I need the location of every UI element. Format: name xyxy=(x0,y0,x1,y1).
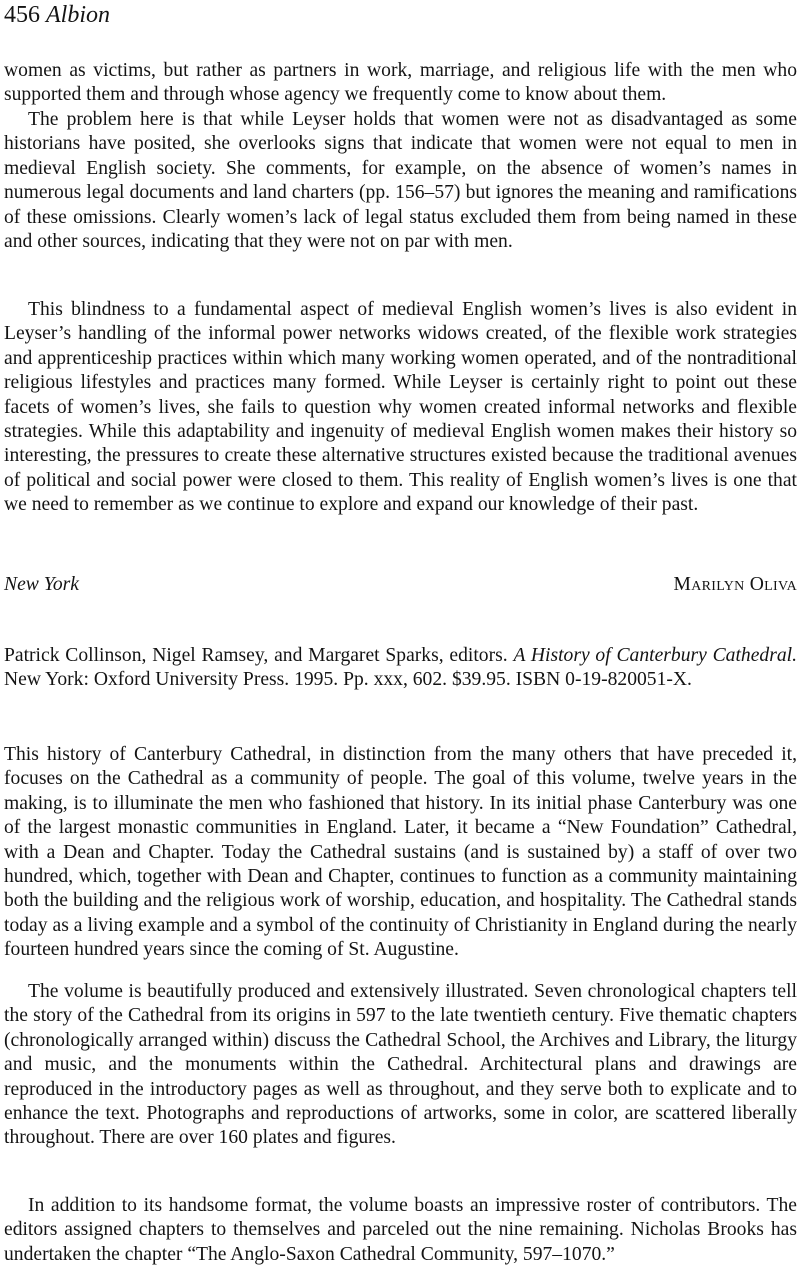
review2-paragraph-2: The volume is beautifully produced and extensively illustrated. Seven chronological chapters tell the story of the Cathedral from its origins in 597 to the late twentieth century. Five thematic chapters (chronologically arranged within) discuss the Cathedral School, the Archives and Library, the liturgy and music, and the monuments within the Cathedral. Architectural plans and drawings are reproduced in the introductory pages as well as throughout, and they serve both to explicate and to enhance the text. Photographs and reproductions of artworks, some in color, are scattered liberally throughout. There are over 160 plates and figures. xyxy=(4,981,797,1149)
review2-paragraph-3: In addition to its handsome format, the volume boasts an impressive roster of contributors. The editors assigned chapters to themselves and parceled out the nine remaining. Nicholas Brooks has undertaken the chapter “The Anglo-Saxon Cathedral Community, 597–1070.” xyxy=(4,1195,797,1265)
review1-paragraph-3: This blindness to a fundamental aspect of medieval English women’s lives is also evident in Leyser’s handling of the informal power networks widows created, of the flexible work strategies and apprenticeship practices within which many working women operated, and of the nontraditional religious lifestyles and practices many formed. While Leyser is certainly right to point out these facets of women’s lives, she fails to question why women created informal networks and flexible strategies. While this adaptability and ingenuity of medieval English women makes their history so interesting, the pressures to create these alternative structures existed because the traditional avenues of political and social power were closed to them. This reality of English women’s lives is one that we need to remember as we continue to explore and expand our knowledge of their past. xyxy=(4,299,797,516)
review1-reviewer: Marilyn Oliva xyxy=(673,574,797,595)
page-number: 456 xyxy=(4,2,40,28)
review1-place: New York xyxy=(4,574,79,595)
review1-paragraph-2: The problem here is that while Leyser holds that women were not as disadvantaged as some historians have posited, she overlooks signs that indicate that women were not equal to men in medieval English society. She comments, for example, on the absence of women’s names in numerous legal documents and land charters (pp. 156–57) but ignores the meaning and ramifications of these omissions. Clearly women’s lack of legal status excluded them from being named in these and other sources, indicating that they were not on par with men. xyxy=(4,109,797,253)
review1-paragraph-1: women as victims, but rather as partners in work, marriage, and religious life with the men who supported them and through whose agency we frequently come to know about them. xyxy=(4,60,797,106)
review2-citation xyxy=(4,644,797,693)
running-header xyxy=(4,3,110,27)
citation-publication: New York: Oxford University Press. 1995. Pp. xxx, 602. $39.95. ISBN 0-19-820051-X. xyxy=(4,669,692,691)
journal-title: Albion xyxy=(46,2,110,28)
review2-paragraph-1: This history of Canterbury Cathedral, in distinction from the many others that have preceded it, focuses on the Cathedral as a community of people. The goal of this volume, twelve years in the making, is to illuminate the men who fashioned that history. In its initial phase Canterbury was one of the largest monastic communities in England. Later, it became a “New Foundation” Cathedral, with a Dean and Chapter. Today the Cathedral sustains (and is sustained by) a staff of over two hundred, which, together with Dean and Chapter, continues to function as a community maintaining both the building and the religious work of worship, education, and hospitality. The Cathedral stands today as a living example and a symbol of the continuity of Christianity in England during the nearly fourteen hundred years since the coming of St. Augustine. xyxy=(4,744,797,961)
citation-editors: Patrick Collinson, Nigel Ramsey, and Margaret Sparks, editors. xyxy=(4,645,508,666)
citation-title: A History of Canterbury Cathedral. xyxy=(513,645,797,666)
